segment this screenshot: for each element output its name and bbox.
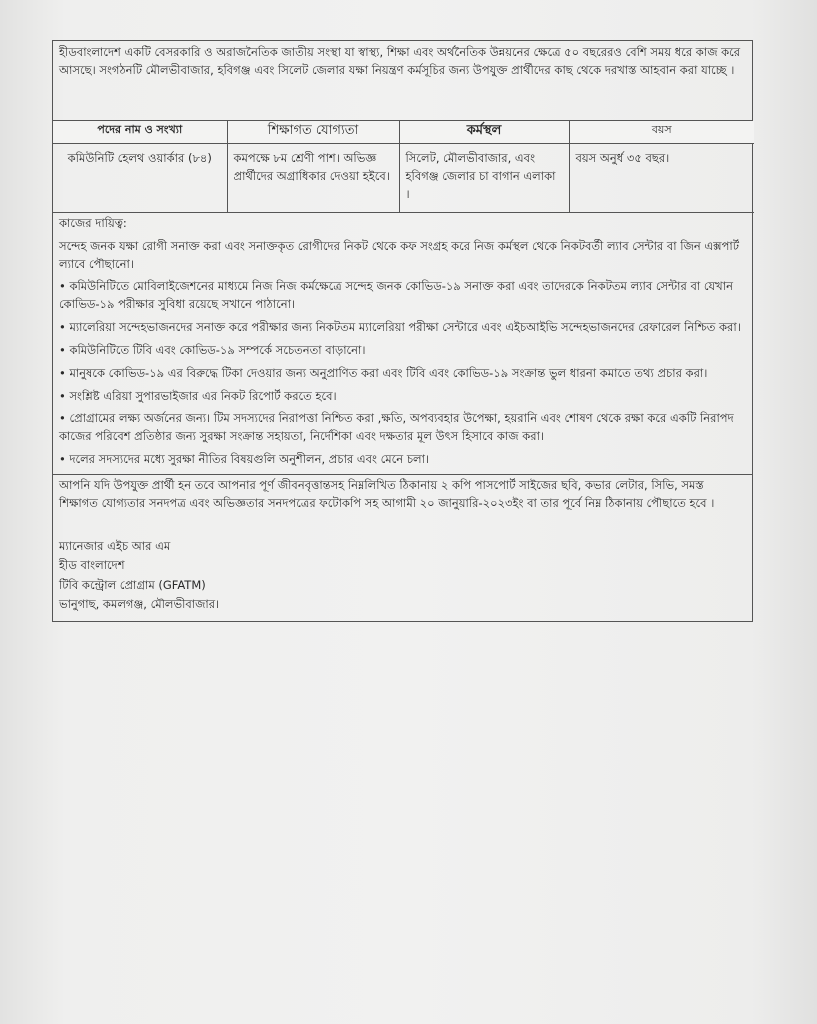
address: ভানুগাছ, কমলগঞ্জ, মৌলভীবাজার। bbox=[59, 597, 220, 612]
duty-item: • মানুষকে কোভিড-১৯ এর বিরুদ্ধে টিকা দেওয়ার জন্য অনুপ্রাণিত করা এবং টিবি এবং কোভিড-১৯ সংক্রান্ত ভুল ধারনা কমাতে তথ্য প্রচার করা। bbox=[59, 365, 708, 380]
post-table-header-row bbox=[53, 121, 754, 144]
duty-item: • দলের সদস্যদের মধ্যে সুরক্ষা নীতির বিষয়গুলি অনুশীলন, প্রচার এবং মেনে চলা। bbox=[59, 451, 430, 466]
cell-age: বয়স অনুর্ধ ৩৫ বছর। bbox=[569, 144, 754, 213]
duty-item: • সংশ্লিষ্ট এরিয়া সুপারভাইজার এর নিকট রিপোর্ট করতে হবে। bbox=[59, 388, 337, 403]
header-education: শিক্ষাগত যোগ্যতা bbox=[227, 121, 399, 144]
signature-block bbox=[53, 535, 752, 621]
cell-education: কমপক্ষে ৮ম শ্রেণী পাশ। অভিজ্ঞ প্রার্থীদের অগ্রাধিকার দেওয়া হইবে। bbox=[227, 144, 399, 213]
application-instructions: আপনি যদি উপযুক্ত প্রার্থী হন তবে আপনার পূর্ণ জীবনবৃত্তান্তসহ নিম্নলিখিত ঠিকানায় ২ কপি পাসপোর্ট সাইজের ছবি, কভার লেটার, সিভি, সমস্ত শিক্ষাগত যোগ্যতার সনদপত্র এবং অভিজ্ঞতার সনদপত্রের ফটোকপি সহ আগামী ২০ জানুয়ারি-২০২৩ইং বা তার পূর্বে নিম্ন ঠিকানায় পৌছাতে হবে । bbox=[59, 477, 715, 510]
header-workplace: কর্মস্থল bbox=[399, 121, 569, 144]
duty-item: • কমিউনিটিতে মোবিলাইজেশনের মাধ্যমে নিজ নিজ কর্মক্ষেত্রে সন্দেহ জনক কোভিড-১৯ সনাক্ত করা এবং তাদেরকে নিকটতম ল্যাব সেন্টার বা যেখান কোভিড-১৯ পরীক্ষার সুবিধা রয়েছে সখানে পাঠানো। bbox=[59, 279, 733, 312]
cell-workplace: সিলেট, মৌলভীবাজার, এবং হবিগঞ্জ জেলার চা বাগান এলাকা । bbox=[399, 144, 569, 213]
intro-paragraph: হীডবাংলাদেশ একটি বেসরকারি ও অরাজনৈতিক জাতীয় সংস্থা যা স্বাস্থ্য, শিক্ষা এবং অর্থনৈতিক উন্নয়নের ক্ষেত্রে ৫০ বছরেরও বেশি সময় ধরে কাজ করে আসছে। সংগঠনটি মৌলভীবাজার, হবিগঞ্জ এবং সিলেট জেলার যক্ষা নিয়ন্ত্রণ কর্মসূচির জন্য উপযুক্ত প্রার্থীদের কাছ থেকে দরখাস্ত আহবান করা যাচ্ছে । bbox=[53, 41, 752, 121]
post-table bbox=[53, 121, 754, 213]
header-age: বয়স bbox=[569, 121, 754, 144]
signatory-title: ম্যানেজার এইচ আর এম bbox=[59, 538, 171, 553]
duties-section bbox=[53, 213, 752, 475]
table-row bbox=[53, 144, 754, 213]
program-name: টিবি কন্ট্রোল প্রোগ্রাম (GFATM) bbox=[59, 577, 206, 592]
header-post-name: পদের নাম ও সংখ্যা bbox=[53, 121, 227, 144]
job-circular bbox=[52, 40, 753, 622]
cell-post-name: কমিউনিটি হেলথ ওয়ার্কার (৮৪) bbox=[53, 144, 227, 213]
duties-title: কাজের দায়িত্ব: bbox=[59, 216, 127, 230]
organization-name: হীড বাংলাদেশ bbox=[59, 558, 125, 573]
duty-item: সন্দেহ জনক যক্ষা রোগী সনাক্ত করা এবং সনাক্তকৃত রোগীদের নিকট থেকে কফ সংগ্রহ করে নিজ কর্মস্থল থেকে নিকটবর্তী ল্যাব সেন্টার বা জিন এক্সপার্ট ল্যাবে পৌছানো। bbox=[59, 238, 739, 271]
duty-item: • কমিউনিটিতে টিবি এবং কোভিড-১৯ সম্পর্কে সচেতনতা বাড়ানো। bbox=[59, 342, 366, 357]
duty-item: • ম্যালেরিয়া সন্দেহভাজনদের সনাক্ত করে পরীক্ষার জন্য নিকটতম ম্যালেরিয়া পরীক্ষা সেন্টারে এবং এইচআইভি সন্দেহভাজনদের রেফারেল নিশ্চিত করা। bbox=[59, 320, 741, 335]
duty-item: • প্রোগ্রামের লক্ষ্য অর্জনের জন্য। টিম সদস্যদের নিরাপত্তা নিশ্চিত করা ,ক্ষতি, অপব্যবহার উপেক্ষা, হয়রানি এবং শোষণ থেকে রক্ষা করে একটি নিরাপদ কাজের পরিবেশ প্রতিষ্ঠার জন্য সুরক্ষা সংক্রান্ত সহায়তা, নির্দেশিকা এবং দক্ষতার মূল উৎস হিসাবে কাজ করা। bbox=[59, 411, 734, 444]
